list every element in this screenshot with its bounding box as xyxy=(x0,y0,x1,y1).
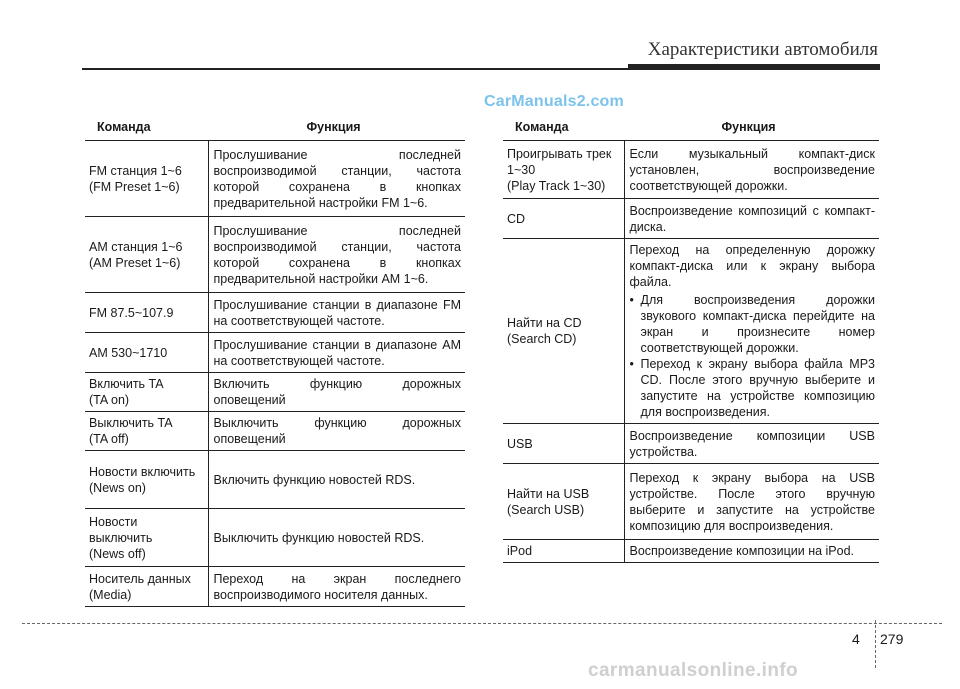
column-header-function: Функция xyxy=(208,114,465,141)
footer-rule xyxy=(22,623,942,624)
table-row xyxy=(503,424,879,464)
command-cell: FM станция 1~6 (FM Preset 1~6) xyxy=(85,141,208,217)
table-row xyxy=(85,141,465,217)
function-cell: Переход на экран последнего воспроизводимого носителя данных. xyxy=(208,567,465,607)
table-row xyxy=(85,333,465,373)
table-row xyxy=(503,464,879,540)
table-row xyxy=(85,412,465,451)
function-cell: Включить функцию новостей RDS. xyxy=(208,451,465,509)
command-cell: Новости включить (News on) xyxy=(85,451,208,509)
table-row xyxy=(503,141,879,199)
table-header-row xyxy=(85,114,465,141)
function-cell: Выключить функцию дорожных оповещений xyxy=(208,412,465,451)
column-header-command: Команда xyxy=(503,114,624,141)
page-number: 279 xyxy=(880,631,904,647)
voice-command-table-right xyxy=(503,114,879,563)
chapter-number: 4 xyxy=(852,631,860,647)
table-row xyxy=(85,509,465,567)
function-text: Переход на определенную дорожку компакт-диска или к экрану выбора файла. xyxy=(629,243,875,289)
table-row xyxy=(503,199,879,239)
function-cell: Воспроизведение композиции USB устройства. xyxy=(624,424,879,464)
function-cell: Прослушивание последней воспроизводимой станции, частота которой сохранена в кнопках предварительной настройки FM 1~6. xyxy=(208,141,465,217)
function-cell: Воспроизведение композиций с компакт-диска. xyxy=(624,199,879,239)
command-cell: Найти на USB (Search USB) xyxy=(503,464,624,540)
list-item: • Переход к экрану выбора файла MP3 CD. После этого вручную выберите и запустите на устройстве композицию для воспроизведения. xyxy=(630,356,876,420)
function-cell: Прослушивание последней воспроизводимой станции, частота которой сохранена в кнопках предварительной настройки AM 1~6. xyxy=(208,217,465,293)
function-cell: Включить функцию дорожных оповещений xyxy=(208,373,465,412)
command-cell: Проигрывать трек 1~30 (Play Track 1~30) xyxy=(503,141,624,199)
watermark-top: CarManuals2.com xyxy=(484,93,624,110)
footer-divider xyxy=(875,620,876,668)
command-cell: Выключить TA (TA off) xyxy=(85,412,208,451)
table-row xyxy=(85,373,465,412)
function-cell: Воспроизведение композиции на iPod. xyxy=(624,540,879,563)
command-cell: iPod xyxy=(503,540,624,563)
table-row xyxy=(85,217,465,293)
column-header-command: Команда xyxy=(85,114,208,141)
table-row xyxy=(85,293,465,333)
table-row xyxy=(85,451,465,509)
function-cell xyxy=(624,239,879,424)
column-header-function: Функция xyxy=(624,114,879,141)
command-cell: AM станция 1~6 (AM Preset 1~6) xyxy=(85,217,208,293)
function-cell: Выключить функцию новостей RDS. xyxy=(208,509,465,567)
command-cell: FM 87.5~107.9 xyxy=(85,293,208,333)
command-cell: Носитель данных (Media) xyxy=(85,567,208,607)
function-cell: Прослушивание станции в диапазоне FM на соответствующей частоте. xyxy=(208,293,465,333)
table-row xyxy=(503,540,879,563)
function-cell: Если музыкальный компакт-диск установлен, воспроизведение соответствующей дорожки. xyxy=(624,141,879,199)
voice-command-table-left xyxy=(85,114,465,607)
command-cell: Новости выключить (News off) xyxy=(85,509,208,567)
list-item: • Для воспроизведения дорожки звукового компакт-диска перейдите на экран и произнесите номер соответствующей дорожки. xyxy=(630,292,876,356)
command-cell: Найти на CD (Search CD) xyxy=(503,239,624,424)
command-cell: Включить TA (TA on) xyxy=(85,373,208,412)
page-header-title: Характеристики автомобиля xyxy=(647,39,878,60)
function-cell: Переход к экрану выбора на USB устройстве. После этого вручную выберите и запустите на устройстве композицию для воспроизведения. xyxy=(624,464,879,540)
table-header-row xyxy=(503,114,879,141)
table-row xyxy=(85,567,465,607)
function-cell: Прослушивание станции в диапазоне AM на соответствующей частоте. xyxy=(208,333,465,373)
command-cell: AM 530~1710 xyxy=(85,333,208,373)
header-rule xyxy=(82,68,880,70)
command-cell: USB xyxy=(503,424,624,464)
table-row xyxy=(503,239,879,424)
command-cell: CD xyxy=(503,199,624,239)
function-bullet-list xyxy=(630,292,876,420)
watermark-bottom: carmanualsonline.info xyxy=(588,660,799,681)
